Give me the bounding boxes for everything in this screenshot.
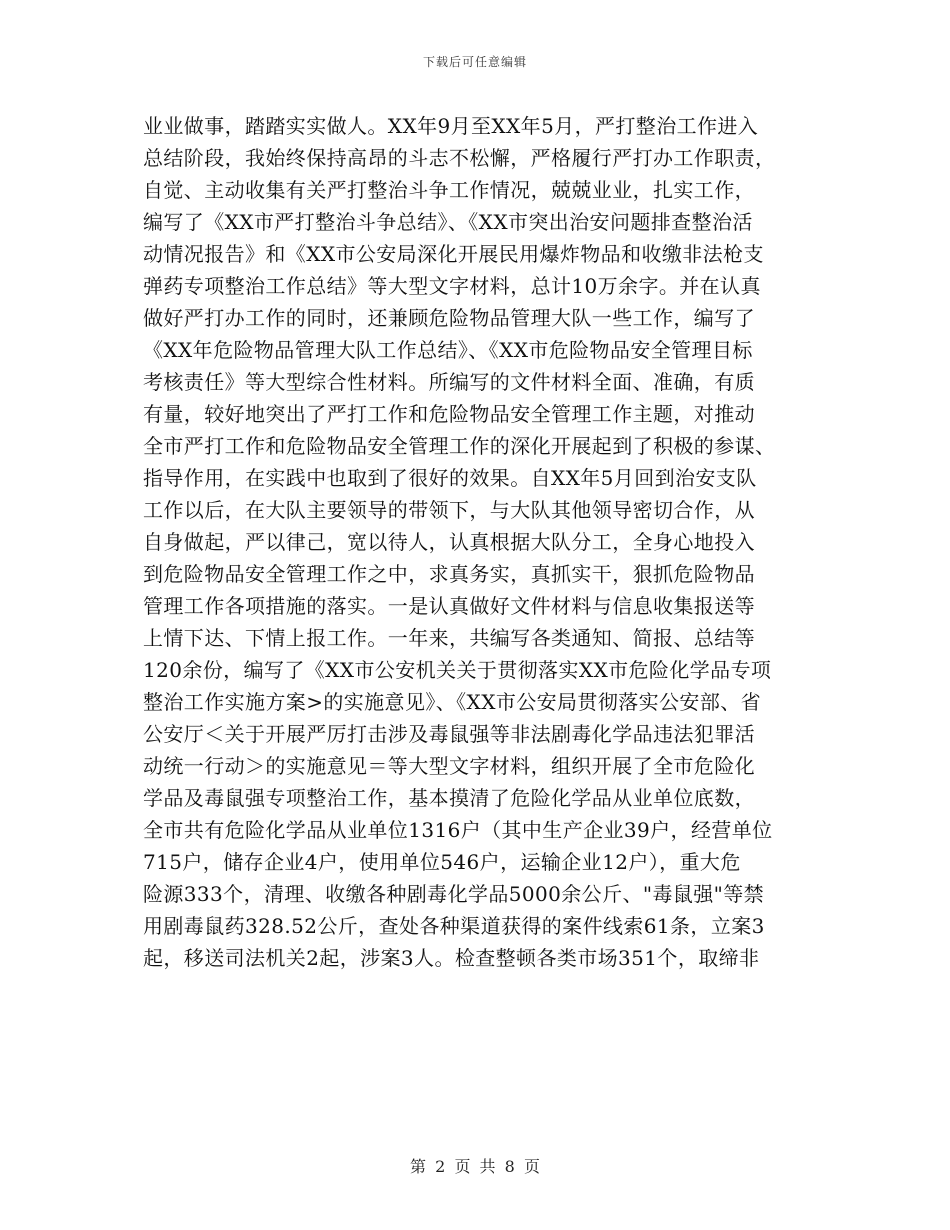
total-pages-number: 8 xyxy=(504,1157,515,1176)
text-line-2: 总结阶段，我始终保持高昂的斗志不松懈，严格履行严打办工作职责， xyxy=(143,146,776,170)
text-line-8: 《XX年危险物品管理大队工作总结》、《XX市危险物品安全管理目标 xyxy=(143,338,753,362)
text-line-18: 120余份，编写了《XX市公安机关关于贯彻落实XX市危险化学品专项 xyxy=(143,658,772,682)
text-line-15: 到危险物品安全管理工作之中，求真务实，真抓实干，狠抓危险物品 xyxy=(143,562,755,586)
text-line-5: 动情况报告》和《XX市公安局深化开展民用爆炸物品和收缴非法枪支 xyxy=(143,242,764,266)
text-line-10: 有量，较好地突出了严打工作和危险物品安全管理工作主题，对推动 xyxy=(143,402,755,426)
text-line-19: 整治工作实施方案>的实施意见》、《XX市公安局贯彻落实公安部、省 xyxy=(143,690,762,714)
text-line-23: 全市共有危险化学品从业单位1316户（其中生产企业39户，经营单位 xyxy=(143,818,773,842)
text-line-27: 起，移送司法机关2起，涉案3人。检查整顿各类市场351个，取缔非 xyxy=(143,946,760,970)
text-line-6: 弹药专项整治工作总结》等大型文字材料，总计10万余字。并在认真 xyxy=(143,274,761,298)
text-line-11: 全市严打工作和危险物品安全管理工作的深化开展起到了积极的参谋、 xyxy=(143,434,776,458)
text-line-13: 工作以后，在大队主要领导的带领下，与大队其他领导密切合作，从 xyxy=(143,498,755,522)
text-line-20: 公安厅＜关于开展严厉打击涉及毒鼠强等非法剧毒化学品违法犯罪活 xyxy=(143,722,755,746)
page-footer xyxy=(0,1154,950,1177)
text-line-1: 业业做事，踏踏实实做人。XX年9月至XX年5月，严打整治工作进入 xyxy=(143,114,759,138)
text-line-26: 用剧毒鼠药328.52公斤，查处各种渠道获得的案件线索61条，立案3 xyxy=(143,914,765,938)
total-word: 页 xyxy=(523,1157,540,1176)
text-line-21: 动统一行动＞的实施意见＝等大型文字材料，组织开展了全市危险化 xyxy=(143,754,755,778)
total-prefix: 共 xyxy=(479,1157,496,1176)
text-line-25: 险源333个，清理、收缴各种剧毒化学品5000余公斤、"毒鼠强"等禁 xyxy=(143,882,765,906)
document-body xyxy=(143,110,833,974)
text-line-12: 指导作用，在实践中也取到了很好的效果。自XX年5月回到治安支队 xyxy=(143,466,757,490)
text-line-14: 自身做起，严以律己，宽以待人，认真根据大队分工，全身心地投入 xyxy=(143,530,755,554)
text-line-4: 编写了《XX市严打整治斗争总结》、《XX市突出治安问题排查整治活 xyxy=(143,210,753,234)
text-line-22: 学品及毒鼠强专项整治工作，基本摸清了危险化学品从业单位底数， xyxy=(143,786,755,810)
page-header: 下载后可任意编辑 xyxy=(422,55,527,69)
text-line-24: 715户，储存企业4户，使用单位546户，运输企业12户），重大危 xyxy=(143,850,741,874)
text-line-3: 自觉、主动收集有关严打整治斗争工作情况，兢兢业业，扎实工作， xyxy=(143,178,755,202)
page-word: 页 xyxy=(454,1157,471,1176)
text-line-7: 做好严打办工作的同时，还兼顾危险物品管理大队一些工作，编写了 xyxy=(143,306,755,330)
current-page-number: 2 xyxy=(435,1157,446,1176)
page-prefix: 第 xyxy=(410,1157,427,1176)
text-line-9: 考核责任》等大型综合性材料。所编写的文件材料全面、准确，有质 xyxy=(143,370,755,394)
text-line-16: 管理工作各项措施的落实。一是认真做好文件材料与信息收集报送等 xyxy=(143,594,755,618)
text-line-17: 上情下达、下情上报工作。一年来，共编写各类通知、简报、总结等 xyxy=(143,626,755,650)
